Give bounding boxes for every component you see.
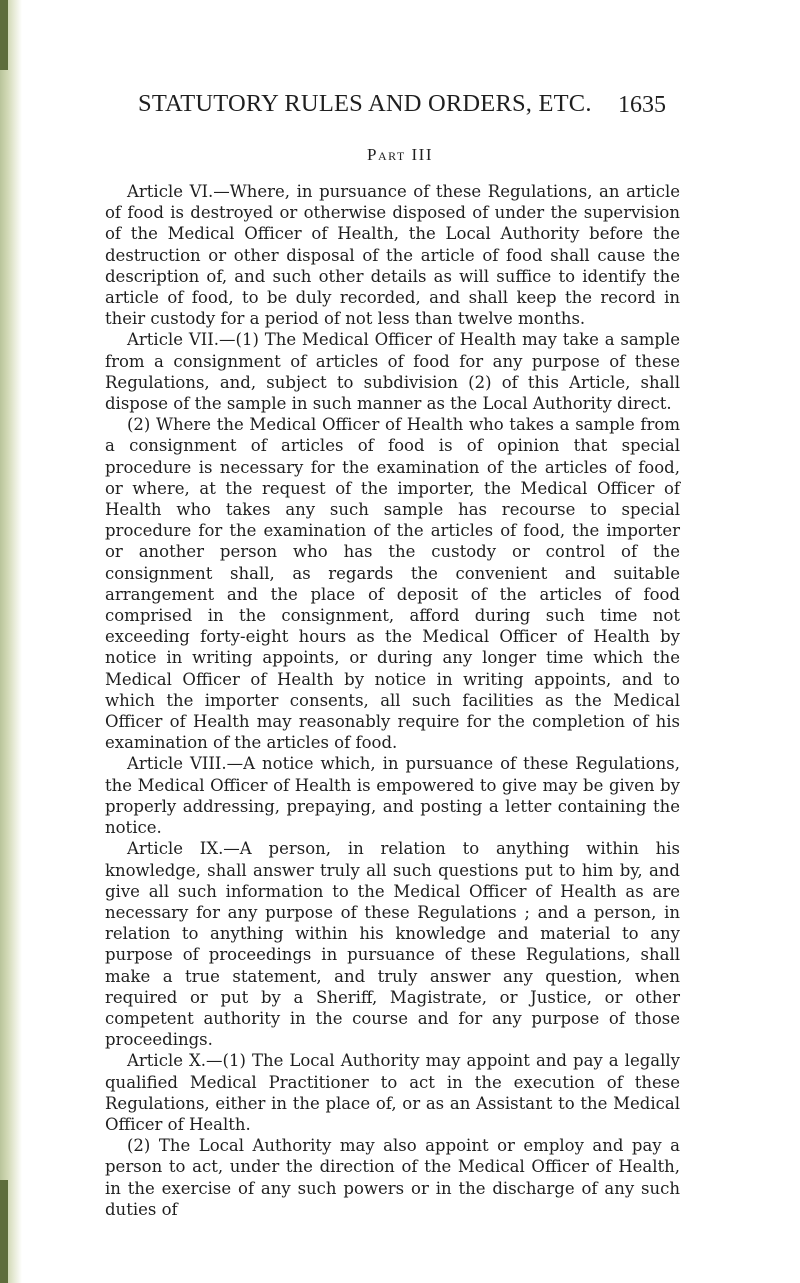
article-7-1-paragraph: Article VII.—(1) The Medical Officer of Health may take a sample from a consignment of articles of food for any purpose of these Regulations, and, subject to subdivision (2) of this Article, shall dispose of the sample in such manner as the Local Authority direct. xyxy=(105,330,680,414)
spine-shadow-top xyxy=(0,0,8,70)
part-heading: Part III xyxy=(367,145,433,164)
article-10-1-paragraph: Article X.—(1) The Local Authority may appoint and pay a legally qualified Medical Practitioner to act in the execution of these Regulations, either in the place of, or as an Assistant to the Medical Officer of Health. xyxy=(105,1051,680,1134)
spine-shadow-bottom xyxy=(0,1180,8,1283)
body-text xyxy=(105,181,680,1220)
article-10-2-paragraph: (2) The Local Authority may also appoint or employ and pay a person to act, under the direction of the Medical Officer of Health, in the exercise of any such powers or in the discharge of any such duties of xyxy=(105,1136,680,1219)
article-9-paragraph: Article IX.—A person, in relation to anything within his knowledge, shall answer truly all such questions put to him by, and give all such information to the Medical Officer of Health as are necessary for any purpose of these Regulations ; and a person, in relation to anything within his knowledge and material to any purpose of proceedings in pursuance of these Regulations, shall make a true statement, and truly answer any question, when required or put by a Sheriff, Magistrate, or Justice, or other competent authority in the course and for any purpose of those proceedings. xyxy=(105,839,680,1050)
running-title: STATUTORY RULES AND ORDERS, ETC. xyxy=(138,90,592,117)
article-8-paragraph: Article VIII.—A notice which, in pursuance of these Regulations, the Medical Officer of Health is empowered to give may be given by properly addressing, prepaying, and posting a letter containing the notice. xyxy=(105,754,680,838)
page-header xyxy=(138,90,666,120)
page-spine-edge xyxy=(0,0,22,1283)
article-7-2-paragraph: (2) Where the Medical Officer of Health who takes a sample from a consignment of articles of food is of opinion that special procedure is necessary for the examination of the articles of food, or where, at the request of the importer, the Medical Officer of Health who takes any such sample has recourse to special procedure for the examination of the articles of food, the importer or another person who has the custody or control of the consignment shall, as regards the convenient and suitable arrangement and the place of deposit of the articles of food comprised in the consignment, afford during such time not exceeding forty-eight hours as the Medical Officer of Health by notice in writing appoints, or during any longer time which the Medical Officer of Health by notice in writing appoints, and to which the importer consents, all such facilities as the Medical Officer of Health may reasonably require for the completion of his examination of the articles of food. xyxy=(105,415,680,753)
page-number: 1635 xyxy=(618,92,666,118)
article-6-paragraph: Article VI.—Where, in pursuance of these Regulations, an article of food is destroyed or otherwise disposed of under the supervision of the Medical Officer of Health, the Local Authority before the destruction or other disposal of the article of food shall cause the description of, and such other details as will suffice to identify the article of food, to be duly recorded, and shall keep the record in their custody for a period of not less than twelve months. xyxy=(105,182,680,329)
